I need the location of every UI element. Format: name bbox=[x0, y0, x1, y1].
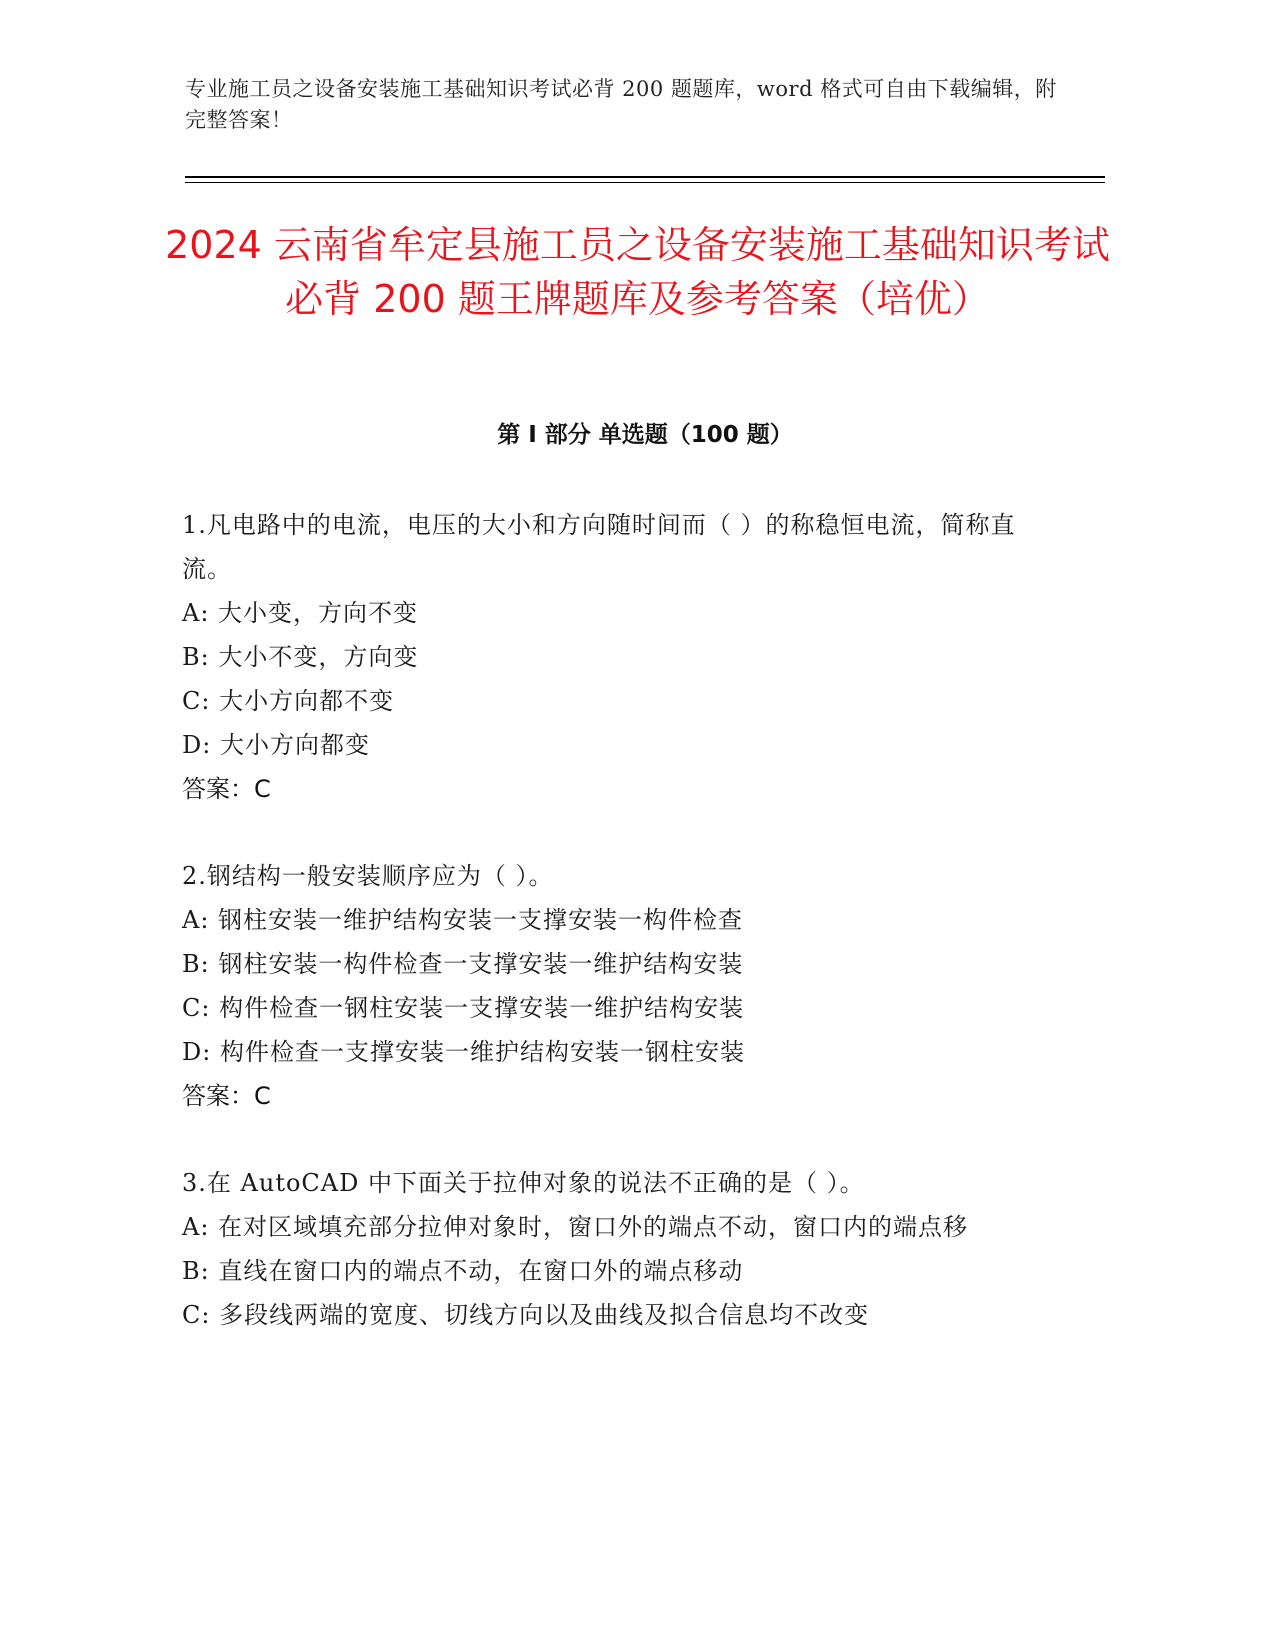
question-list bbox=[182, 503, 1042, 1380]
option-b: B: 钢柱安装一构件检查一支撑安装一维护结构安装 bbox=[182, 950, 744, 978]
option-a: A: 在对区域填充部分拉伸对象时，窗口外的端点不动，窗口内的端点移 bbox=[182, 1213, 969, 1241]
option-a: A: 大小变，方向不变 bbox=[182, 599, 419, 627]
question-stem: 3.在 AutoCAD 中下面关于拉伸对象的说法不正确的是（ ）。 bbox=[182, 1169, 865, 1197]
option-d: D: 构件检查一支撑安装一维护结构安装一钢柱安装 bbox=[182, 1038, 745, 1066]
document-title: 2024 云南省牟定县施工员之设备安装施工基础知识考试必背 200 题王牌题库及参考答案（培优） bbox=[165, 223, 1110, 321]
question-3 bbox=[182, 1161, 1042, 1337]
question-stem: 2.钢结构一般安装顺序应为（ ）。 bbox=[182, 862, 554, 890]
option-a: A: 钢柱安装一维护结构安装一支撑安装一构件检查 bbox=[182, 906, 744, 934]
option-d: D: 大小方向都变 bbox=[182, 731, 370, 759]
section-title: 第 I 部分 单选题（100 题） bbox=[497, 422, 793, 448]
header-divider-thick bbox=[185, 176, 1105, 178]
header-divider-thin bbox=[185, 182, 1105, 183]
answer: 答案：C bbox=[182, 775, 271, 803]
header-note: 专业施工员之设备安装施工基础知识考试必背 200 题题库，word 格式可自由下载编辑，附完整答案！ bbox=[185, 77, 1057, 132]
answer: 答案：C bbox=[182, 1082, 271, 1110]
option-b: B: 大小不变，方向变 bbox=[182, 643, 419, 671]
option-c: C: 构件检查一钢柱安装一支撑安装一维护结构安装 bbox=[182, 994, 745, 1022]
option-c: C: 多段线两端的宽度、切线方向以及曲线及拟合信息均不改变 bbox=[182, 1301, 870, 1329]
option-b: B: 直线在窗口内的端点不动，在窗口外的端点移动 bbox=[182, 1257, 744, 1285]
option-c: C: 大小方向都不变 bbox=[182, 687, 395, 715]
question-stem: 1.凡电路中的电流，电压的大小和方向随时间而（ ）的称稳恒电流，简称直流。 bbox=[182, 511, 1016, 583]
question-2 bbox=[182, 854, 1042, 1118]
question-1 bbox=[182, 503, 1042, 811]
